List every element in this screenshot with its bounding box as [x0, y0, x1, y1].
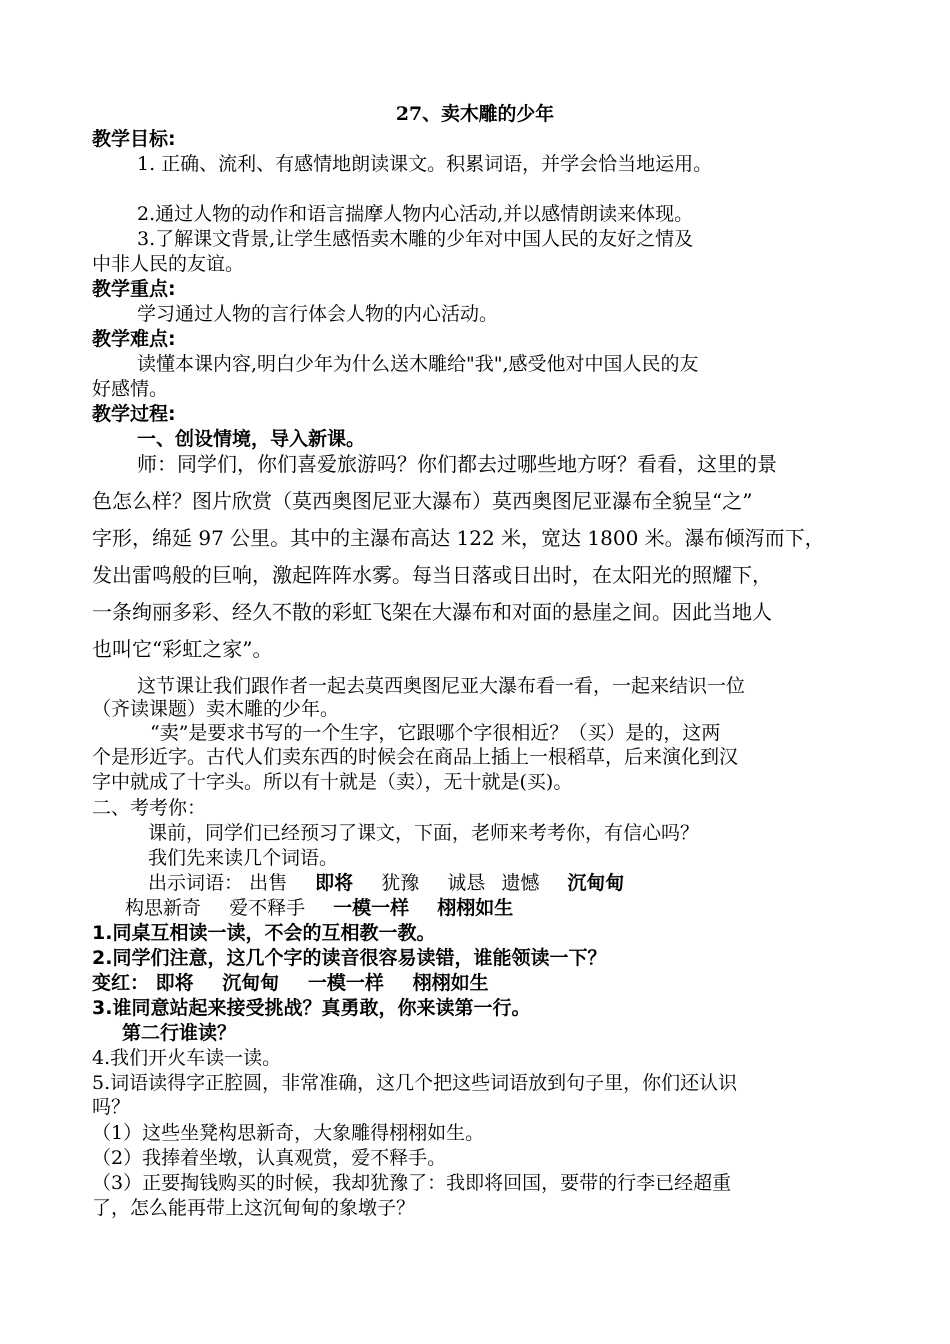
vocabulary-word: 遗憾: [501, 872, 540, 894]
section-2-heading: 二、考考你：: [92, 797, 207, 819]
difficulty-heading: 教学难点:: [92, 328, 176, 350]
step-3: 3.谁同意站起来接受挑战？真勇敢，你来读第一行。: [92, 997, 531, 1019]
vocabulary-word: 犹豫: [381, 872, 420, 894]
vocabulary-word: 出售: [249, 872, 288, 894]
highlight-label: 变红：: [92, 972, 150, 994]
paragraph-1-line-6: 也叫它“彩虹之家”。: [92, 637, 273, 661]
goal-1: 1. 正确、流利、有感情地朗读课文。积累词语，并学会恰当地运用。: [137, 153, 713, 175]
focus-heading: 教学重点:: [92, 278, 176, 300]
vocabulary-label: 出示词语：: [148, 872, 244, 894]
step-5-line-1: 5.词语读得字正腔圆，非常准确，这几个把这些词语放到句子里，你们还认识: [92, 1072, 738, 1094]
sentence-3-line-1: （3）正要掏钱购买的时候，我却犹豫了：我即将回国，要带的行李已经超重: [92, 1172, 732, 1194]
highlight-word: 一模一样: [307, 972, 384, 994]
step-4: 4.我们开火车读一读。: [92, 1047, 282, 1069]
vocabulary-word: 构思新奇: [125, 897, 202, 919]
paragraph-1-line-3: 字形，绵延 97 公里。其中的主瀑布高达 122 米，宽达 1800 米。瀑布倾泻而下，: [92, 526, 825, 550]
goal-3-line-2: 中非人民的友谊。: [92, 253, 245, 275]
highlight-word: 栩栩如生: [412, 972, 489, 994]
section-2-line-1: 课前，同学们已经预习了课文，下面，老师来考考你，有信心吗？: [148, 822, 700, 844]
process-heading: 教学过程:: [92, 403, 176, 425]
highlight-word: 沉甸甸: [222, 972, 280, 994]
focus-text: 学习通过人物的言行体会人物的内心活动。: [137, 303, 499, 325]
doc-title: 27、卖木雕的少年: [395, 103, 555, 125]
step-1: 1.同桌互相读一读，不会的互相教一教。: [92, 922, 436, 944]
paragraph-2-line-2: （齐读课题）卖木雕的少年。: [92, 698, 340, 720]
sentence-1: （1）这些坐凳构思新奇，大象雕得栩栩如生。: [92, 1122, 485, 1144]
paragraph-1-line-2: 色怎么样？图片欣赏（莫西奥图尼亚大瀑布）莫西奥图尼亚瀑布全貌呈“之”: [92, 489, 753, 513]
sentence-2: （2）我捧着坐墩，认真观赏，爱不释手。: [92, 1147, 447, 1169]
paragraph-3-line-1: “卖”是要求书写的一个生字，它跟哪个字很相近？（买）是的，这两: [150, 722, 721, 744]
paragraph-1-line-4: 发出雷鸣般的巨响，激起阵阵水雾。每当日落或日出时，在太阳光的照耀下，: [92, 563, 772, 587]
goal-2: 2.通过人物的动作和语言揣摩人物内心活动,并以感情朗读来体现。: [137, 203, 694, 225]
highlight-words-line: [92, 971, 489, 995]
vocabulary-word: 即将: [315, 872, 354, 894]
section-1-heading: 一、创设情境，导入新课。: [137, 428, 366, 450]
section-2-line-2: 我们先来读几个词语。: [148, 847, 339, 869]
paragraph-3-line-2: 个是形近字。古代人们卖东西的时候会在商品上插上一根稻草，后来演化到汉: [92, 746, 739, 768]
vocabulary-word: 栩栩如生: [437, 897, 514, 919]
vocabulary-word: 爱不释手: [229, 897, 306, 919]
highlight-word: 即将: [155, 972, 194, 994]
goal-3-line-1: 3.了解课文背景,让学生感悟卖木雕的少年对中国人民的友好之情及: [137, 228, 694, 250]
paragraph-2-line-1: 这节课让我们跟作者一起去莫西奥图尼亚大瀑布看一看，一起来结识一位: [137, 675, 746, 697]
sentence-3-line-2: 了，怎么能再带上这沉甸甸的象墩子？: [92, 1197, 416, 1219]
paragraph-1-line-5: 一条绚丽多彩、经久不散的彩虹飞架在大瀑布和对面的悬崖之间。因此当地人: [92, 600, 772, 624]
vocabulary-line-2: [125, 896, 513, 920]
difficulty-line-1: 读懂本课内容,明白少年为什么送木雕给"我",感受他对中国人民的友: [137, 353, 699, 375]
paragraph-1-line-1: 师：同学们，你们喜爱旅游吗？你们都去过哪些地方呀？看看，这里的景: [137, 452, 777, 476]
vocabulary-word: 沉甸甸: [567, 872, 625, 894]
vocabulary-word: 一模一样: [333, 897, 410, 919]
step-2: 2.同学们注意，这几个字的读音很容易读错，谁能领读一下？: [92, 947, 607, 969]
step-3-continued: 第二行谁读？: [122, 1022, 237, 1044]
goals-heading: 教学目标:: [92, 128, 176, 150]
vocabulary-word: 诚恳: [447, 872, 486, 894]
vocabulary-line-1: [148, 871, 624, 895]
difficulty-line-2: 好感情。: [92, 378, 169, 400]
paragraph-3-line-3: 字中就成了十字头。所以有十就是（卖），无十就是(买)。: [92, 771, 573, 793]
step-5-line-2: 吗？: [92, 1096, 131, 1118]
